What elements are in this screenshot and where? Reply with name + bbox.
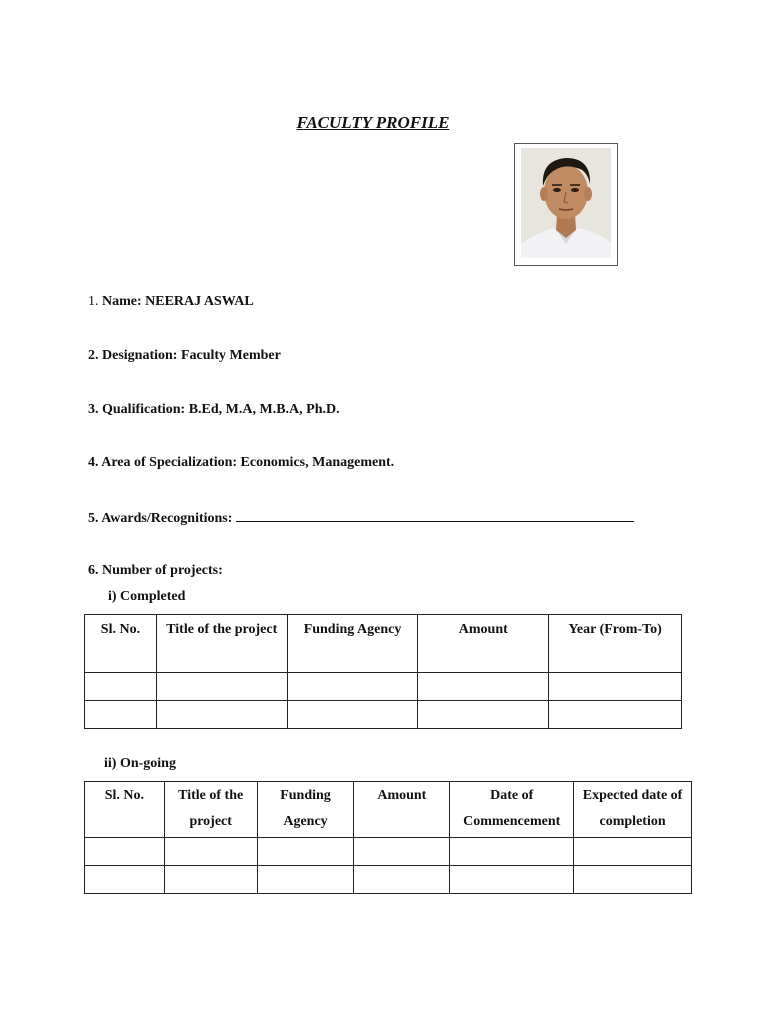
awards-blank-line bbox=[236, 509, 634, 522]
ongoing-label: ii) On-going bbox=[104, 756, 176, 771]
specialization-field: 4. Area of Specialization: Economics, Management. bbox=[88, 455, 395, 470]
table-row bbox=[85, 701, 682, 729]
table-cell bbox=[85, 866, 165, 894]
table-cell bbox=[164, 838, 257, 866]
name-field-text: Name: NEERAJ ASWAL bbox=[102, 294, 254, 309]
table-cell bbox=[574, 866, 692, 894]
awards-field bbox=[88, 509, 634, 527]
page-title: FACULTY PROFILE bbox=[296, 113, 450, 132]
header-sl-no: Sl. No. bbox=[85, 615, 157, 673]
table-cell bbox=[287, 673, 418, 701]
table-header-row bbox=[85, 615, 682, 673]
header-funding-agency: Funding Agency bbox=[287, 615, 418, 673]
table-cell bbox=[287, 701, 418, 729]
table-row bbox=[85, 866, 692, 894]
table-cell bbox=[85, 701, 157, 729]
portrait-image bbox=[521, 148, 611, 258]
header-amount: Amount bbox=[354, 782, 450, 838]
table-cell bbox=[450, 838, 574, 866]
header-title: Title of the project bbox=[164, 782, 257, 838]
projects-field: 6. Number of projects: bbox=[88, 563, 223, 578]
table-cell bbox=[574, 838, 692, 866]
completed-label: i) Completed bbox=[108, 589, 186, 604]
name-field-number: 1. bbox=[88, 294, 99, 309]
table-cell bbox=[549, 673, 682, 701]
table-cell bbox=[156, 701, 287, 729]
header-title: Title of the project bbox=[156, 615, 287, 673]
table-row bbox=[85, 838, 692, 866]
table-cell bbox=[85, 838, 165, 866]
awards-label: 5. Awards/Recognitions: bbox=[88, 511, 233, 526]
header-funding-agency: Funding Agency bbox=[257, 782, 354, 838]
table-cell bbox=[549, 701, 682, 729]
table-header-row bbox=[85, 782, 692, 838]
table-cell bbox=[450, 866, 574, 894]
header-sl-no: Sl. No. bbox=[85, 782, 165, 838]
designation-field: 2. Designation: Faculty Member bbox=[88, 348, 281, 363]
name-field bbox=[88, 294, 254, 310]
table-row bbox=[85, 673, 682, 701]
table-cell bbox=[257, 838, 354, 866]
header-expected-completion: Expected date of completion bbox=[574, 782, 692, 838]
table-cell bbox=[418, 673, 549, 701]
qualification-field: 3. Qualification: B.Ed, M.A, M.B.A, Ph.D. bbox=[88, 402, 340, 417]
table-cell bbox=[257, 866, 354, 894]
header-year: Year (From-To) bbox=[549, 615, 682, 673]
table-cell bbox=[418, 701, 549, 729]
table-cell bbox=[85, 673, 157, 701]
table-cell bbox=[354, 838, 450, 866]
header-date-of-commencement: Date of Commencement bbox=[450, 782, 574, 838]
table-cell bbox=[156, 673, 287, 701]
completed-projects-table bbox=[84, 614, 682, 729]
ongoing-projects-table bbox=[84, 781, 692, 894]
table-cell bbox=[354, 866, 450, 894]
header-amount: Amount bbox=[418, 615, 549, 673]
profile-photo bbox=[514, 143, 618, 266]
table-cell bbox=[164, 866, 257, 894]
